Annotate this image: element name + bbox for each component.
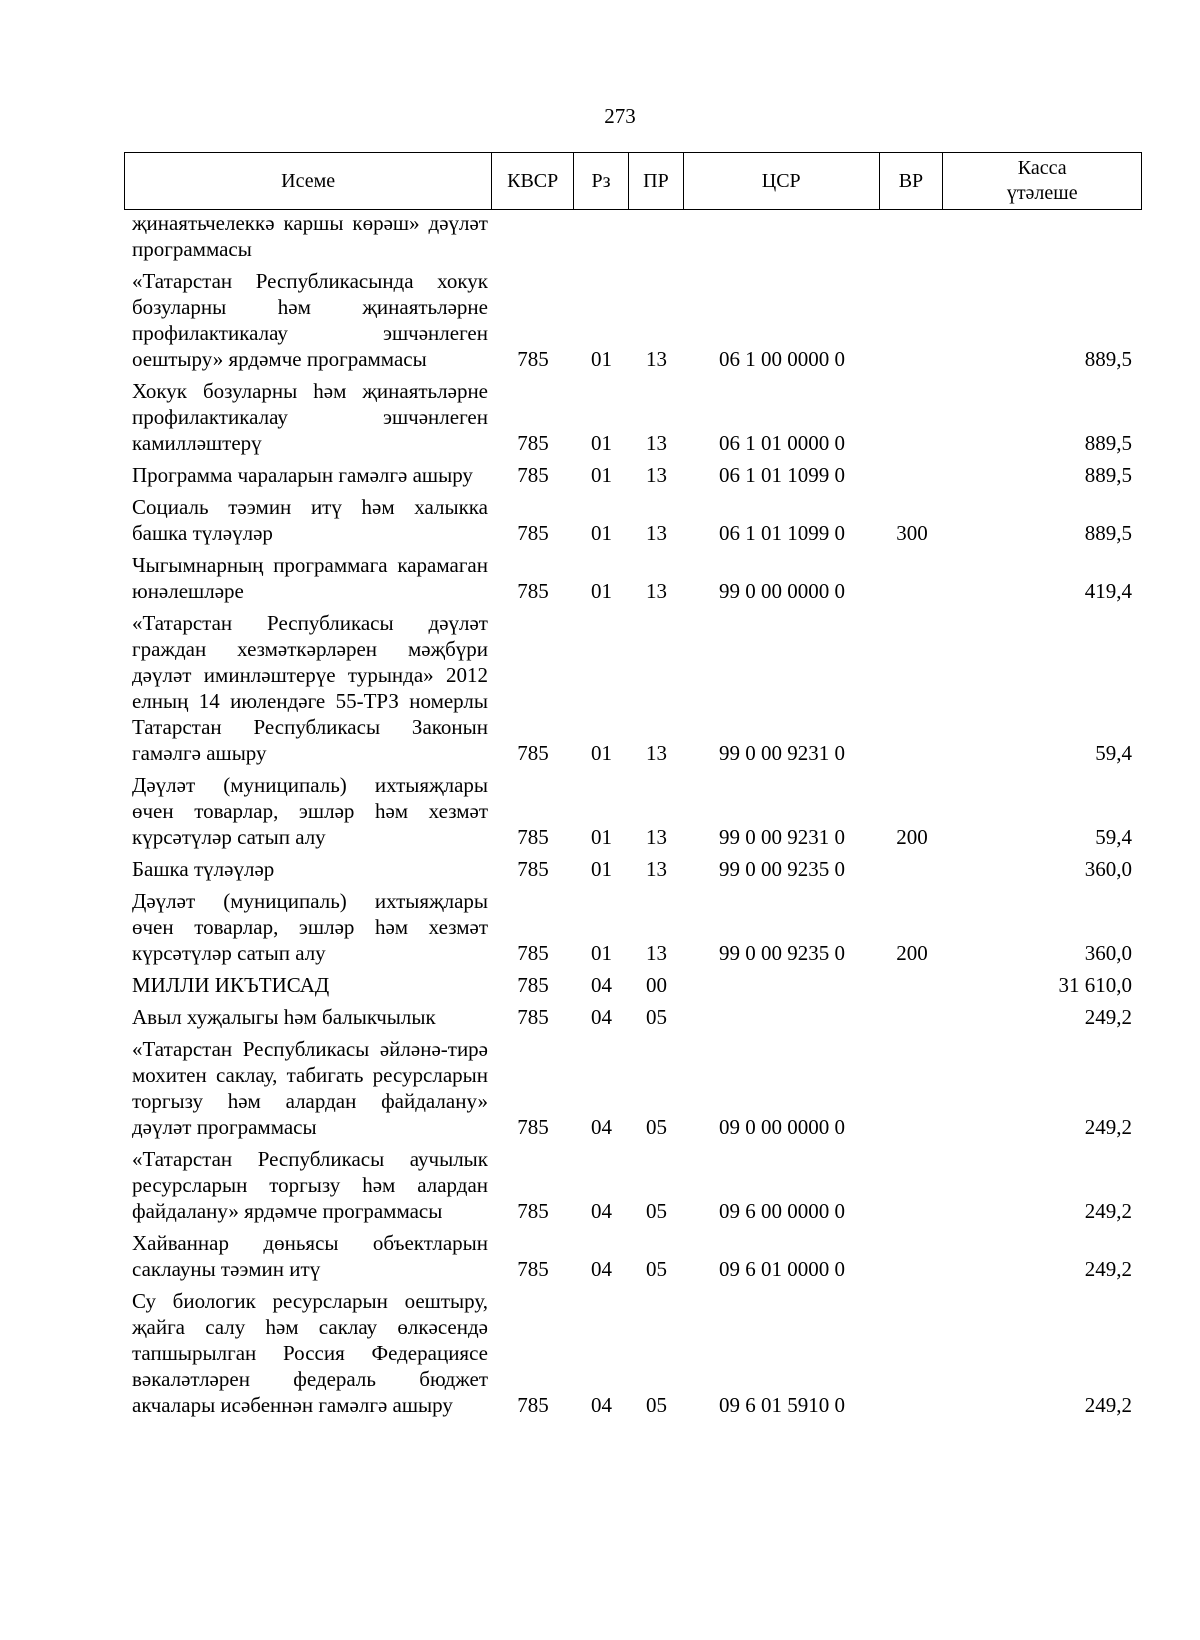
- table-row: [124, 1230, 1144, 1282]
- row-rz: 01: [591, 347, 612, 371]
- table-row: [124, 378, 1144, 456]
- row-rz: 04: [591, 1257, 612, 1281]
- table-row: [124, 552, 1144, 604]
- row-csr: 09 6 01 0000 0: [719, 1257, 845, 1281]
- row-name: «Татарстан Республикасы аучылык ресурсларын торгызу һәм алардан файдалану» ярдәмче программасы: [132, 1147, 488, 1223]
- row-kvsr: 785: [517, 463, 549, 487]
- row-csr: [684, 1004, 880, 1030]
- row-pr: 13: [646, 521, 667, 545]
- row-sum: 889,5: [1084, 347, 1132, 371]
- table-row: [124, 772, 1144, 850]
- row-csr: 06 1 01 0000 0: [719, 431, 845, 455]
- row-kvsr: 785: [517, 825, 549, 849]
- row-pr: 05: [646, 1257, 667, 1281]
- row-kvsr: 785: [517, 857, 549, 881]
- row-kvsr: 785: [517, 941, 549, 965]
- row-name: «Татарстан Республикасында хокук бозуларны һәм җинаятьләрне профилактикалау эшчәнлеген оештыру» ярдәмче программасы: [132, 269, 488, 371]
- row-csr: [684, 210, 880, 262]
- table-row: [124, 610, 1144, 766]
- row-sum: 889,5: [1084, 431, 1132, 455]
- row-kvsr: 785: [517, 1005, 549, 1029]
- row-pr: 05: [646, 1115, 667, 1139]
- row-vr: [880, 972, 944, 998]
- row-rz: 01: [591, 431, 612, 455]
- row-kvsr: 785: [517, 741, 549, 765]
- row-vr: [880, 856, 944, 882]
- table-row: [124, 1288, 1144, 1418]
- header-rz: Рз: [574, 153, 629, 209]
- row-sum: 249,2: [1084, 1115, 1132, 1139]
- row-name: Программа чараларын гамәлгә ашыру: [132, 463, 473, 487]
- row-csr: 09 0 00 0000 0: [719, 1115, 845, 1139]
- table-row: [124, 268, 1144, 372]
- row-vr: [880, 1146, 944, 1224]
- header-cash-execution: Касса үтәлеше: [1006, 157, 1078, 204]
- row-name: Дәүләт (муниципаль) ихтыяҗлары өчен товарлар, эшләр һәм хезмәт күрсәтүләр сатып алу: [132, 889, 488, 965]
- header-pr: ПР: [629, 153, 684, 209]
- row-name: Дәүләт (муниципаль) ихтыяҗлары өчен товарлар, эшләр һәм хезмәт күрсәтүләр сатып алу: [132, 773, 488, 849]
- table-row: [124, 1146, 1144, 1224]
- header-vr: ВР: [880, 153, 944, 209]
- row-csr: 09 6 01 5910 0: [719, 1393, 845, 1417]
- header-kvsr: КВСР: [492, 153, 574, 209]
- row-vr: [880, 378, 944, 456]
- row-vr: [880, 1036, 944, 1140]
- row-vr: [880, 210, 944, 262]
- row-csr: 99 0 00 9235 0: [719, 941, 845, 965]
- row-rz: 01: [591, 521, 612, 545]
- row-kvsr: 785: [517, 1257, 549, 1281]
- row-name: Башка түләүләр: [132, 857, 275, 881]
- table-row: [124, 462, 1144, 488]
- row-sum: 59,4: [1095, 741, 1132, 765]
- row-pr: 13: [646, 431, 667, 455]
- row-rz: 04: [591, 1115, 612, 1139]
- row-kvsr: [492, 210, 574, 262]
- row-name: МИЛЛИ ИКЪТИСАД: [132, 973, 330, 997]
- row-pr: 13: [646, 463, 667, 487]
- row-rz: 04: [591, 973, 612, 997]
- row-vr: [880, 268, 944, 372]
- header-name: Исеме: [125, 153, 492, 209]
- row-name: җинаятьчелеккә каршы көрәш» дәүләт программасы: [132, 211, 488, 261]
- row-csr: 99 0 00 0000 0: [719, 579, 845, 603]
- row-rz: 01: [591, 579, 612, 603]
- row-pr: 13: [646, 347, 667, 371]
- row-rz: 01: [591, 463, 612, 487]
- row-sum: 889,5: [1084, 521, 1132, 545]
- row-sum: 249,2: [1084, 1393, 1132, 1417]
- row-sum: 419,4: [1084, 579, 1132, 603]
- row-rz: 01: [591, 825, 612, 849]
- row-name: «Татарстан Республикасы әйләнә-тирә мохитен саклау, табигать ресурсларын торгызу һәм алардан файдалану» дәүләт программасы: [132, 1037, 488, 1139]
- row-name: Чыгымнарның программага карамаган юнәлешләре: [132, 553, 488, 603]
- row-vr: 200: [896, 941, 928, 965]
- header-csr: ЦСР: [684, 153, 880, 209]
- row-csr: 06 1 01 1099 0: [719, 521, 845, 545]
- row-vr: [880, 462, 944, 488]
- row-kvsr: 785: [517, 973, 549, 997]
- row-name: Су биологик ресурсларын оештыру, җайга салу һәм саклау өлкәсендә тапшырылган Россия Федерациясе вәкаләтләрен федераль бюджет акчалары исәбеннән гамәлгә ашыру: [132, 1289, 488, 1417]
- row-name: Хайваннар дөньясы объектларын саклауны тәэмин итү: [132, 1231, 488, 1281]
- row-vr: [880, 552, 944, 604]
- row-csr: [684, 972, 880, 998]
- page-number: 273: [604, 104, 636, 128]
- row-vr: 200: [896, 825, 928, 849]
- row-sum: 31 610,0: [1058, 973, 1132, 997]
- row-name: Хокук бозуларны һәм җинаятьләрне профилактикалау эшчәнлеген камилләштерү: [132, 379, 488, 455]
- row-csr: 06 1 01 1099 0: [719, 463, 845, 487]
- row-sum: 249,2: [1084, 1005, 1132, 1029]
- row-kvsr: 785: [517, 431, 549, 455]
- row-rz: 01: [591, 741, 612, 765]
- row-sum: 249,2: [1084, 1257, 1132, 1281]
- table-row: [124, 856, 1144, 882]
- row-vr: 300: [896, 521, 928, 545]
- table-body: [124, 210, 1144, 1424]
- row-csr: 99 0 00 9235 0: [719, 857, 845, 881]
- row-name: «Татарстан Республикасы дәүләт граждан хезмәткәрләрен мәҗбүри дәүләт иминләштерүе турында» 2012 елның 14 июлендәге 55-ТРЗ номерлы Татарстан Республикасы Законын гамәлгә ашыру: [132, 611, 488, 765]
- row-sum: 249,2: [1084, 1199, 1132, 1223]
- row-pr: 00: [646, 973, 667, 997]
- table-row: [124, 888, 1144, 966]
- row-csr: 06 1 00 0000 0: [719, 347, 845, 371]
- row-name: Авыл хуҗалыгы һәм балыкчылык: [132, 1005, 436, 1029]
- row-name: Социаль тәэмин итү һәм халыкка башка түләүләр: [132, 495, 488, 545]
- row-vr: [880, 1230, 944, 1282]
- row-sum: 889,5: [1084, 463, 1132, 487]
- row-sum: 360,0: [1084, 941, 1132, 965]
- row-pr: 13: [646, 857, 667, 881]
- row-kvsr: 785: [517, 579, 549, 603]
- row-csr: 99 0 00 9231 0: [719, 825, 845, 849]
- row-rz: 01: [591, 857, 612, 881]
- row-kvsr: 785: [517, 1199, 549, 1223]
- row-pr: 13: [646, 741, 667, 765]
- row-rz: 04: [591, 1393, 612, 1417]
- row-rz: 04: [591, 1005, 612, 1029]
- table-row: [124, 210, 1144, 262]
- table-row: [124, 1004, 1144, 1030]
- row-sum: [944, 210, 1142, 262]
- row-rz: [574, 210, 629, 262]
- table-row: [124, 494, 1144, 546]
- row-vr: [880, 1004, 944, 1030]
- row-vr: [880, 610, 944, 766]
- row-csr: 99 0 00 9231 0: [719, 741, 845, 765]
- row-sum: 360,0: [1084, 857, 1132, 881]
- row-csr: 09 6 00 0000 0: [719, 1199, 845, 1223]
- row-kvsr: 785: [517, 521, 549, 545]
- row-pr: 13: [646, 579, 667, 603]
- row-pr: 05: [646, 1199, 667, 1223]
- row-kvsr: 785: [517, 347, 549, 371]
- row-pr: 13: [646, 941, 667, 965]
- row-sum: 59,4: [1095, 825, 1132, 849]
- row-rz: 01: [591, 941, 612, 965]
- table-row: [124, 1036, 1144, 1140]
- table-row: [124, 972, 1144, 998]
- row-vr: [880, 1288, 944, 1418]
- row-kvsr: 785: [517, 1393, 549, 1417]
- row-pr: 05: [646, 1393, 667, 1417]
- table-header: [124, 152, 1142, 210]
- row-pr: 13: [646, 825, 667, 849]
- row-pr: 05: [646, 1005, 667, 1029]
- row-kvsr: 785: [517, 1115, 549, 1139]
- row-pr: [629, 210, 684, 262]
- row-rz: 04: [591, 1199, 612, 1223]
